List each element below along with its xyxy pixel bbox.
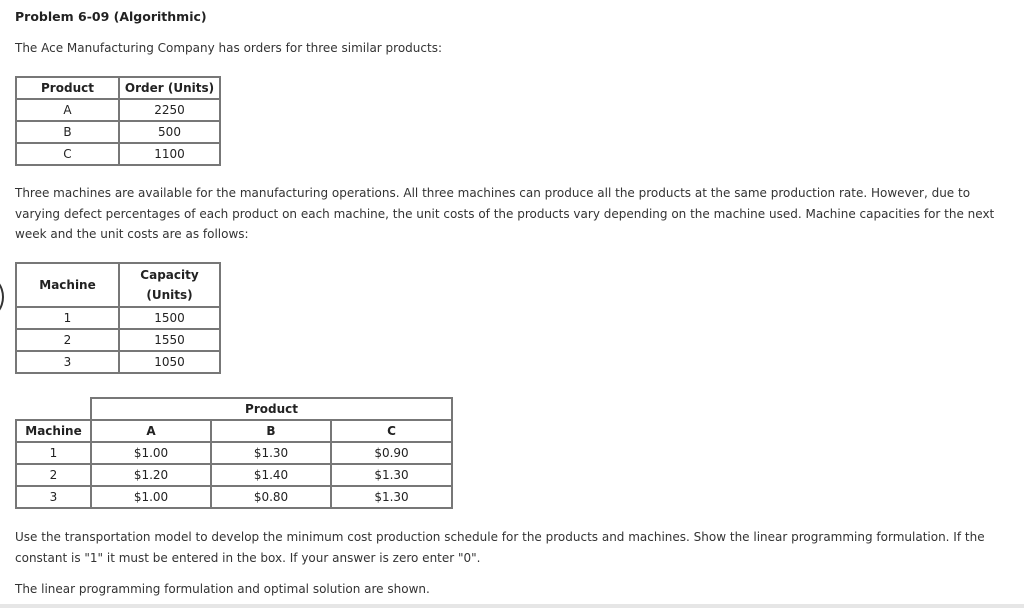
cost-cell: $0.90 [331, 442, 452, 464]
product-column-header: Product [16, 77, 119, 99]
orders-table [15, 76, 221, 166]
product-cell: B [16, 121, 119, 143]
table-row [16, 143, 220, 165]
capacity-column-header [119, 263, 220, 307]
table-row [16, 121, 220, 143]
cost-cell: $0.80 [211, 486, 331, 508]
machine-cell: 3 [16, 486, 91, 508]
unit-cost-table [15, 397, 453, 509]
order-units-column-header: Order (Units) [119, 77, 220, 99]
machine-column-header: Machine [16, 420, 91, 442]
scroll-edge-arc [0, 276, 4, 318]
intro-text: The Ace Manufacturing Company has orders for three similar products: [15, 41, 442, 55]
product-a-header: A [91, 420, 211, 442]
product-cell: A [16, 99, 119, 121]
product-group-header: Product [91, 398, 452, 420]
problem-title: Problem 6-09 (Algorithmic) [15, 9, 207, 24]
bottom-divider [0, 604, 1024, 608]
table-row [16, 351, 220, 373]
order-units-cell: 2250 [119, 99, 220, 121]
empty-corner-cell [16, 398, 91, 420]
machine-cell: 1 [16, 307, 119, 329]
product-cell: C [16, 143, 119, 165]
cost-header-row [16, 420, 452, 442]
cost-cell: $1.30 [331, 464, 452, 486]
formulation-note: The linear programming formulation and optimal solution are shown. [15, 582, 430, 596]
machine-cell: 2 [16, 329, 119, 351]
cost-cell: $1.20 [91, 464, 211, 486]
capacity-cell: 1550 [119, 329, 220, 351]
order-units-cell: 500 [119, 121, 220, 143]
capacity-header-row [16, 263, 220, 307]
cost-cell: $1.00 [91, 486, 211, 508]
machine-cell: 3 [16, 351, 119, 373]
order-units-cell: 1100 [119, 143, 220, 165]
cost-cell: $1.00 [91, 442, 211, 464]
product-b-header: B [211, 420, 331, 442]
cost-group-header-row [16, 398, 452, 420]
table-row [16, 464, 452, 486]
orders-header-row [16, 77, 220, 99]
table-row [16, 329, 220, 351]
table-row [16, 486, 452, 508]
table-row [16, 442, 452, 464]
machine-cell: 1 [16, 442, 91, 464]
machines-description: Three machines are available for the manufacturing operations. All three machines can produce all the products at the same production rate. However, due to varying defect percentages of each product on each machine, the unit costs of the products vary depending on the machine used. Machine capacities for the next week and the unit costs are as follows: [15, 186, 995, 241]
capacity-units-label: (Units) [146, 288, 193, 302]
capacity-header-label: Capacity [140, 268, 199, 282]
capacity-table [15, 262, 221, 374]
table-row [16, 99, 220, 121]
cost-cell: $1.40 [211, 464, 331, 486]
table-row [16, 307, 220, 329]
capacity-cell: 1500 [119, 307, 220, 329]
machine-cell: 2 [16, 464, 91, 486]
capacity-cell: 1050 [119, 351, 220, 373]
product-c-header: C [331, 420, 452, 442]
instructions-text: Use the transportation model to develop the minimum cost production schedule for the products and machines. Show the linear programming formulation. If the constant is "1" it must be entered in the box. If your answer is zero enter "0". [15, 530, 985, 565]
cost-cell: $1.30 [331, 486, 452, 508]
machine-column-header: Machine [16, 263, 119, 307]
cost-cell: $1.30 [211, 442, 331, 464]
